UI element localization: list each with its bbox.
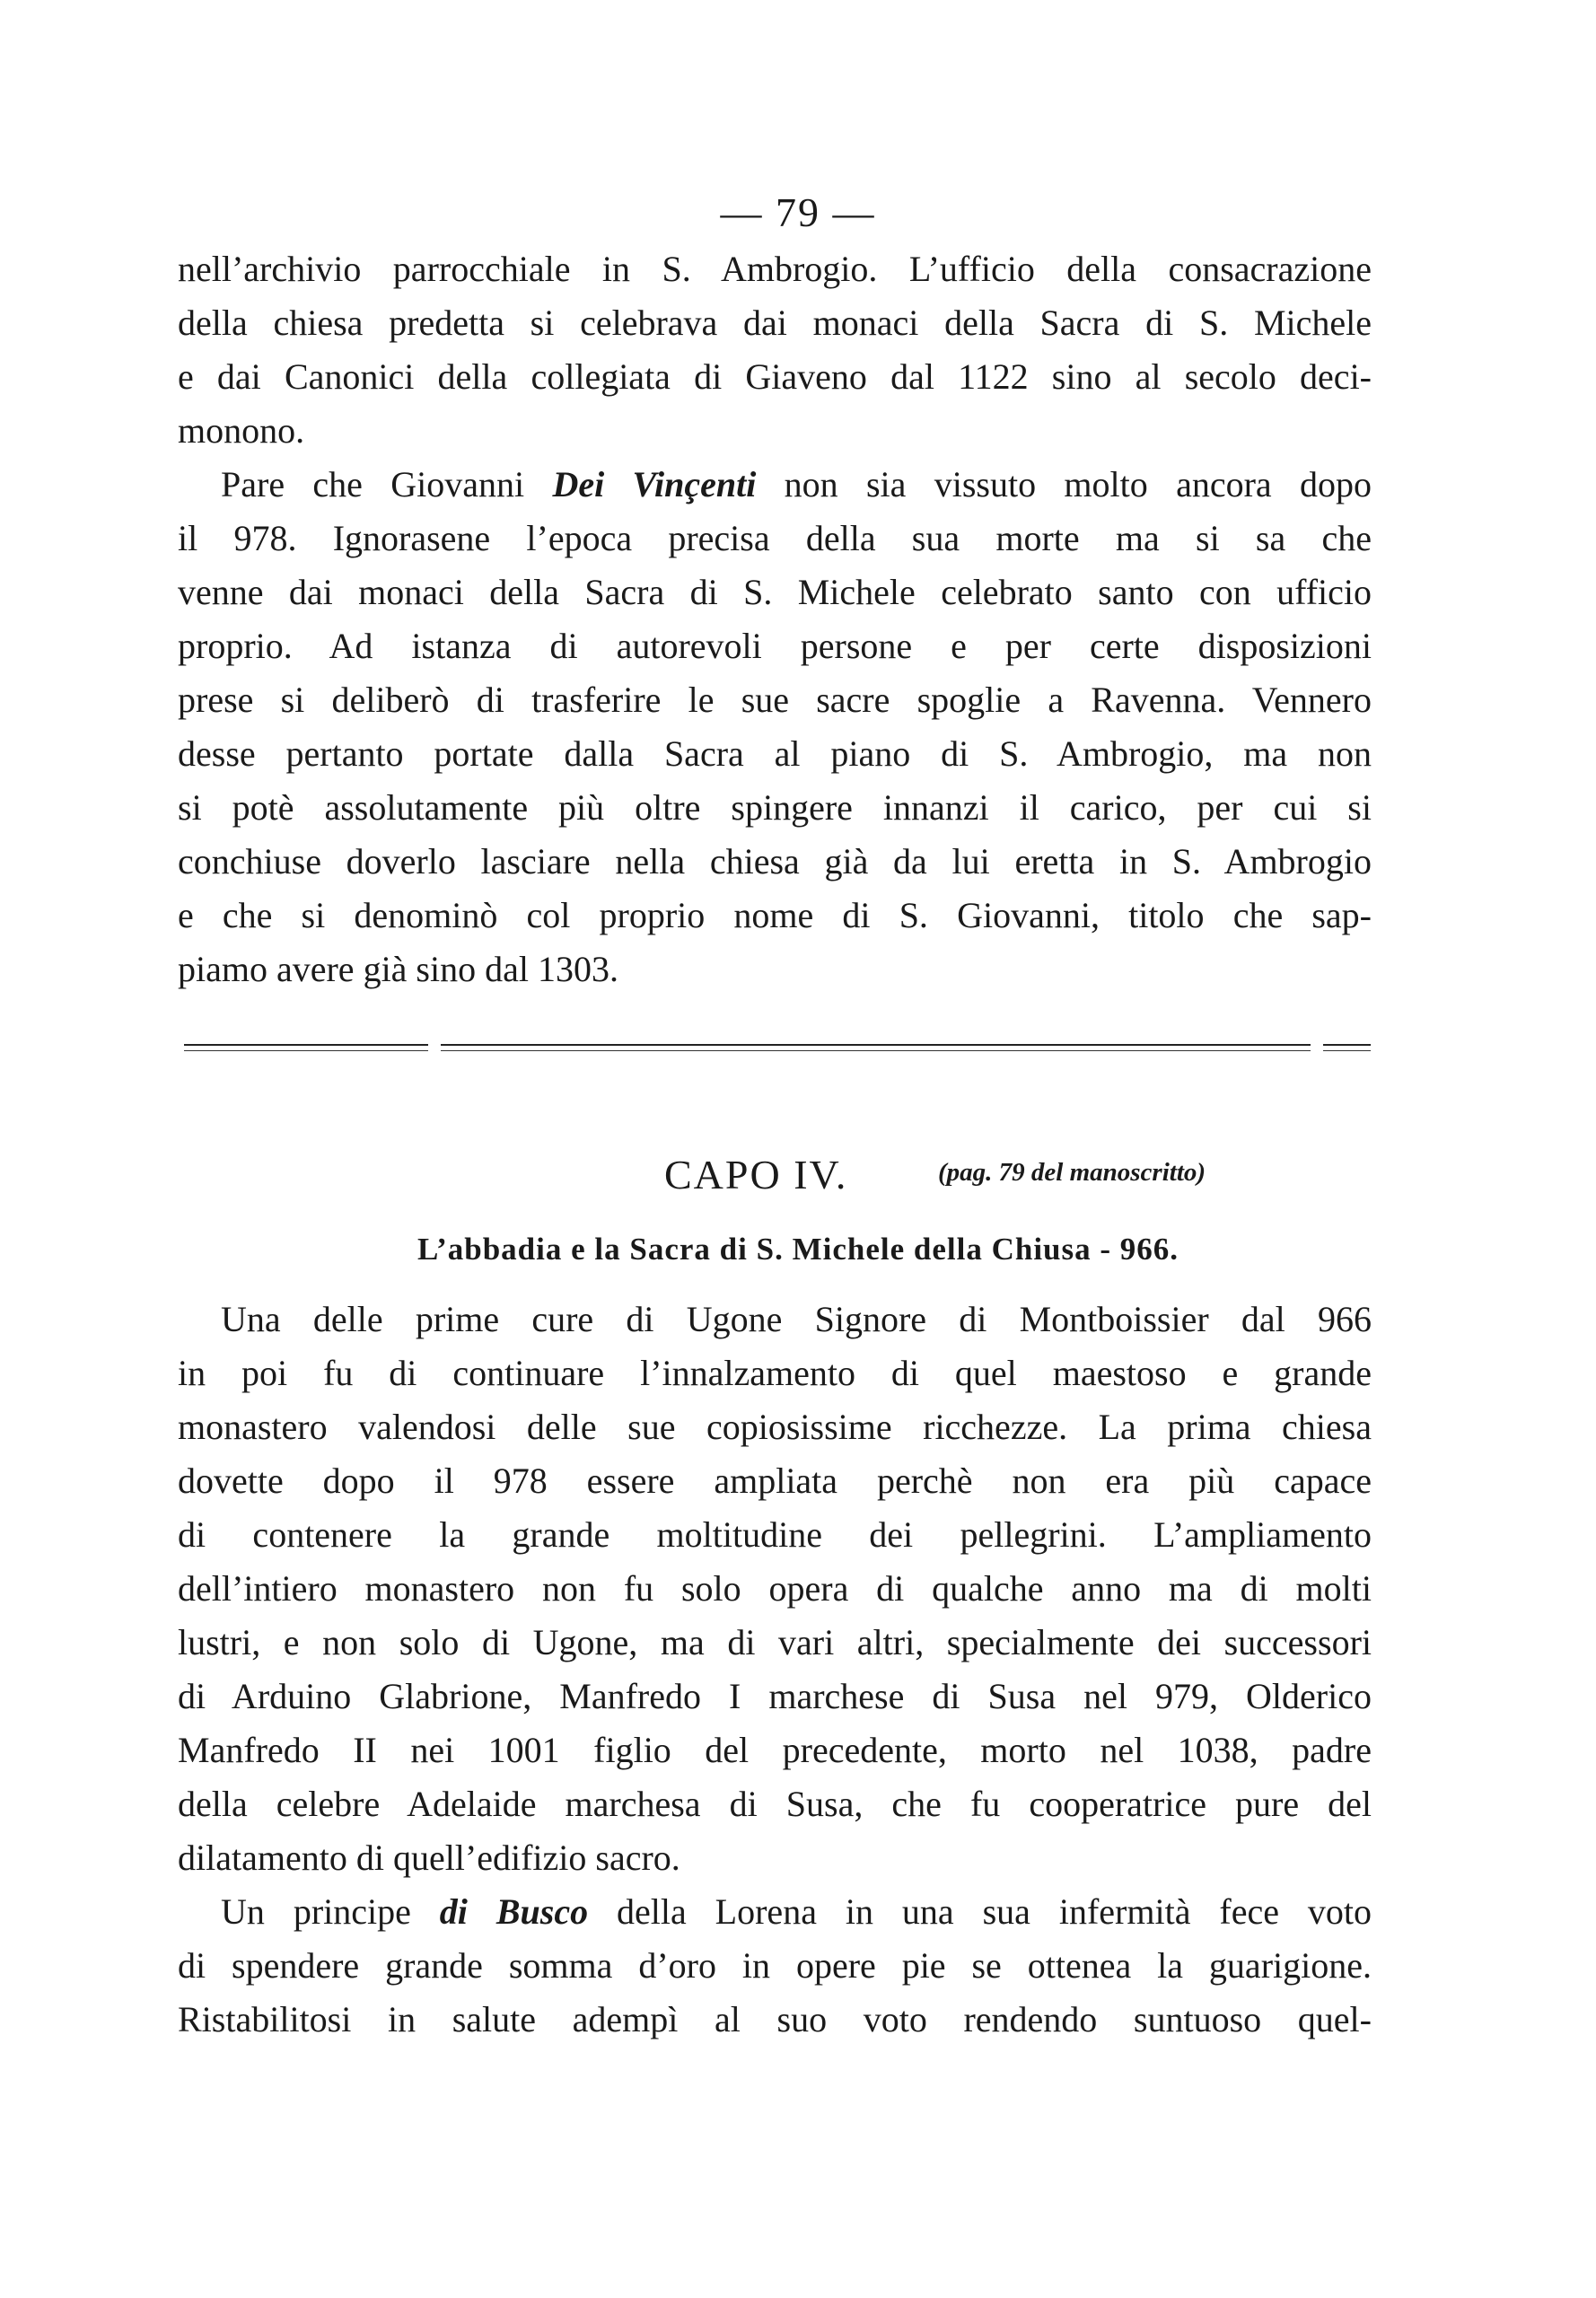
text-line: Ristabilitosi in salute adempì al suo voto rendendo suntuoso quel- [178, 1999, 1372, 2039]
text-line: di spendere grande somma d’oro in opere pie se ottenea la guarigione. [178, 1945, 1372, 1986]
text-line: monastero valendosi delle sue copiosissime ricchezze. La prima chiesa [178, 1407, 1372, 1447]
chapter-title: CAPO IV. [664, 1152, 848, 1197]
text-line: della celebre Adelaide marchesa di Susa, che fu cooperatrice pure del [178, 1784, 1372, 1824]
chapter-reference: (pag. 79 del manoscritto) [938, 1158, 1206, 1187]
text-line: desse pertanto portate dalla Sacra al piano di S. Ambrogio, ma non [178, 733, 1372, 774]
paragraphs-top [178, 242, 1372, 996]
text-line: e dai Canonici della collegiata di Giaveno dal 1122 sino al secolo deci- [178, 356, 1372, 397]
text-line: dilatamento di quell’edifizio sacro. [178, 1838, 680, 1878]
text-line: si potè assolutamente più oltre spingere innanzi il carico, per cui si [178, 787, 1372, 828]
text-segment: Pare che Giovanni Dei Vinçenti non sia vissuto molto ancora dopo [221, 464, 1372, 504]
text-line: di contenere la grande moltitudine dei pellegrini. L’ampliamento [178, 1514, 1372, 1555]
section-divider [184, 1044, 1371, 1053]
text-segment: Un principe di Busco della Lorena in una sua infermità fece voto [221, 1891, 1372, 1932]
text-line: conchiuse doverlo lasciare nella chiesa già da lui eretta in S. Ambrogio [178, 841, 1372, 881]
text-line: di Arduino Glabrione, Manfredo I marchese di Susa nel 979, Olderico [178, 1676, 1372, 1716]
text-line: proprio. Ad istanza di autorevoli persone e per certe disposizioni [178, 626, 1372, 666]
text-line: Una delle prime cure di Ugone Signore di Montboissier dal 966 [221, 1299, 1372, 1339]
text-line: nell’archivio parrocchiale in S. Ambrogio. L’ufficio della consacrazione [178, 249, 1372, 289]
italic-name: Dei Vinçenti [552, 464, 757, 504]
text-line: dovette dopo il 978 essere ampliata perchè non era più capace [178, 1460, 1372, 1501]
text-line: monono. [178, 410, 305, 451]
text-line: lustri, e non solo di Ugone, ma di vari altri, specialmente dei successori [178, 1622, 1372, 1662]
text-line: dell’intiero monastero non fu solo opera di qualche anno ma di molti [178, 1568, 1372, 1609]
paragraphs-bottom [178, 1293, 1372, 2047]
page-number: — 79 — [720, 189, 876, 235]
text-line: in poi fu di continuare l’innalzamento di quel maestoso e grande [178, 1353, 1372, 1393]
text-line: della chiesa predetta si celebrava dai monaci della Sacra di S. Michele [178, 303, 1372, 343]
chapter-subtitle: L’abbadia e la Sacra di S. Michele della Chiusa - 966. [417, 1232, 1179, 1267]
text-line: e che si denominò col proprio nome di S. Giovanni, titolo che sap- [178, 895, 1372, 935]
text-line: prese si deliberò di trasferire le sue sacre spoglie a Ravenna. Vennero [178, 680, 1372, 720]
text-line [178, 1885, 1372, 1939]
text-line: piamo avere già sino dal 1303. [178, 949, 618, 989]
text-line: il 978. Ignorasene l’epoca precisa della sua morte ma si sa che [178, 518, 1372, 558]
text-line: venne dai monaci della Sacra di S. Michele celebrato santo con ufficio [178, 572, 1372, 612]
text-line [178, 458, 1372, 512]
text-line: Manfredo II nei 1001 figlio del precedente, morto nel 1038, padre [178, 1730, 1372, 1770]
italic-name: di Busco [439, 1891, 589, 1932]
